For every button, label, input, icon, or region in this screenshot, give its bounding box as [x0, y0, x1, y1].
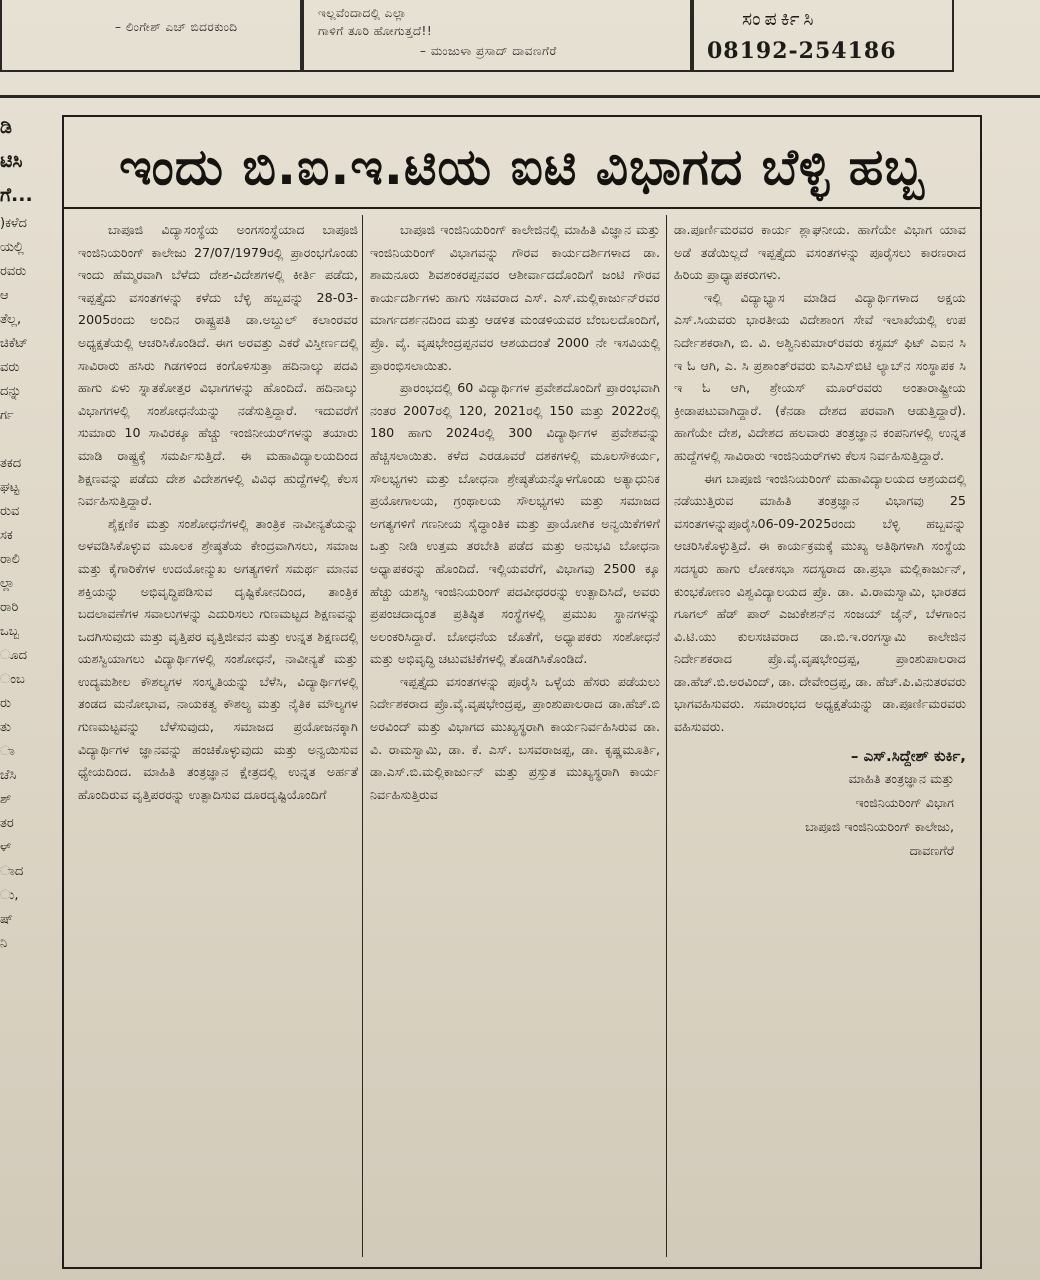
neighbour-fragment: ಂಬ	[0, 672, 25, 687]
left-brief-box	[0, 0, 304, 72]
middle-brief-credit: – ಮಂಜುಳಾ ಪ್ರಸಾದ್ ದಾವಣಗೆರೆ	[420, 44, 557, 58]
article-paragraph: ಪ್ರಾರಂಭದಲ್ಲಿ 60 ವಿದ್ಯಾರ್ಥಿಗಳ ಪ್ರವೇಶದೊಂದಿಗೆ ಪ್ರಾರಂಭವಾಗಿ ನಂತರ 2007ರಲ್ಲಿ 120, 2021ರಲ್ಲಿ 150 ಮತ್ತು 2022ರಲ್ಲಿ 180 ಹಾಗು 2024ರಲ್ಲಿ 300 ವಿದ್ಯಾರ್ಥಿಗಳ ಪ್ರವೇಶವನ್ನು ಹೆಚ್ಚಿಸಲಾಯಿತು. ಕಳೆದ ಎರಡೂವರೆ ದಶಕಗಳಲ್ಲಿ ಮೂಲಸೌಕರ್ಯ, ಸೌಲಭ್ಯಗಳು ಮತ್ತು ಬೋಧನಾ ಶ್ರೇಷ್ಠತೆಯನ್ನೊಳಗೊಂಡು ಅತ್ಯಾಧುನಿಕ ಪ್ರಯೋಗಾಲಯ, ಗ್ರಂಥಾಲಯ ಸೌಲಭ್ಯಗಳು ಮತ್ತು ಸಮಾಜದ ಅಗತ್ಯಗಳಿಗೆ ಗಣನೀಯ ಸೈದ್ಧಾಂತಿಕ ಮತ್ತು ಪ್ರಾಯೋಗಿಕ ಅನ್ವಯಿಕೆಗಳಿಗೆ ಒತ್ತು ನೀಡಿ ಉತ್ತಮ ತರಬೇತಿ ಪಡೆದ ಮತ್ತು ಅನುಭವಿ ಬೋಧನಾ ಅಧ್ಯಾಪಕರನ್ನು ಹೊಂದಿದೆ. ಇಲ್ಲಿಯವರೆಗೆ, ವಿಭಾಗವು 2500 ಕ್ಕೂ ಹೆಚ್ಚು ಯಶಸ್ವಿ ಇಂಜಿನಿಯರಿಂಗ್ ಪದವೀಧರರನ್ನು ಉತ್ಪಾದಿಸಿದೆ, ಅವರು ಪ್ರಪಂಚದಾದ್ಯಂತ ಪ್ರತಿಷ್ಠಿತ ಸಂಸ್ಥೆಗಳಲ್ಲಿ ಪ್ರಮುಖ ಸ್ಥಾನಗಳನ್ನು ಅಲಂಕರಿಸಿದ್ದಾರೆ. ಬೋಧನೆಯ ಜೊತೆಗೆ, ಅಧ್ಯಾಪಕರು ಸಂಶೋಧನೆ ಮತ್ತು ಅಭಿವೃದ್ಧಿ ಚಟುವಟಿಕೆಗಳಲ್ಲಿ ತೊಡಗಿಸಿಕೊಂಡಿದೆ.	[370, 380, 660, 667]
middle-brief-line1: ಇಲ್ಲವೆಂದಾದಲ್ಲಿ ಎಲ್ಲಾ	[318, 6, 407, 20]
neighbour-fragment: ಷ್	[0, 912, 14, 927]
neighbour-fragment: ಘಟ್ಟ	[0, 480, 20, 495]
article-box	[62, 115, 982, 1269]
contact-phone: 08192-254186	[707, 38, 897, 64]
neighbour-fragment: ರ್ಗ	[0, 408, 14, 423]
contact-box	[690, 0, 954, 72]
neighbour-fragment: ರುವ	[0, 504, 20, 519]
neighbour-fragment: ು,	[0, 888, 19, 903]
neighbour-fragment: )ಕಳೆದ	[0, 216, 27, 231]
neighbour-fragment: ರಾಲಿ	[0, 552, 20, 567]
neighbour-fragment: ಡಿ	[0, 116, 12, 138]
neighbour-fragment: ದನ್ನು	[0, 384, 22, 399]
column-divider	[362, 215, 363, 1257]
neighbour-column	[0, 110, 44, 1280]
neighbour-fragment: ಯಲ್ಲಿ	[0, 240, 24, 255]
neighbour-fragment: ತೆಲ್ಲ,	[0, 312, 22, 327]
top-strip	[0, 0, 1040, 98]
article-paragraph: ಇಪ್ಪತ್ತೈದು ವಸಂತಗಳನ್ನು ಪೂರೈಸಿ ಒಳ್ಳೆಯ ಹೆಸರು ಪಡೆಯಲು ನಿರ್ದೇಶಕರಾದ ಪ್ರೊ.ವೈ.ವೃಷಭೇಂದ್ರಪ್ಪ, ಪ್ರಾಂಶುಪಾಲರಾದ ಡಾ.ಹೆಚ್.ಬಿ ಅರವಿಂದ್ ಮತ್ತು ವಿಭಾಗದ ಮುಖ್ಯಸ್ಥರಾಗಿ ಕಾರ್ಯನಿರ್ವಹಿಸಿರುವ ಡಾ. ವಿ. ರಾಮಸ್ವಾಮಿ, ಡಾ. ಕೆ. ಎಸ್. ಬಸವರಾಜಪ್ಪ, ಡಾ. ಕೃಷ್ಣಮೂರ್ತಿ, ಡಾ.ಎಸ್.ಬಿ.ಮಲ್ಲಿಕಾರ್ಜುನ್ ಮತ್ತು ಪ್ರಸ್ತುತ ಮುಖ್ಯಸ್ಥರಾಗಿ ಕಾರ್ಯ ನಿರ್ವಹಿಸುತ್ತಿರುವ	[370, 673, 660, 802]
article-paragraph: ಶೈಕ್ಷಣಿಕ ಮತ್ತು ಸಂಶೋಧನೆಗಳಲ್ಲಿ ತಾಂತ್ರಿಕ ನಾವೀನ್ಯತೆಯನ್ನು ಅಳವಡಿಸಿಕೊಳ್ಳುವ ಮೂಲಕ ಶ್ರೇಷ್ಠತೆಯ ಕೇಂದ್ರವಾಗಿಸಲು, ಸಮಾಜ ಮತ್ತು ಕೈಗಾರಿಕೆಗಳ ಉದಯೋನ್ಮುಖ ಅಗತ್ಯಗಳಿಗೆ ಸಮರ್ಥ ಮಾನವ ಶಕ್ತಿಯನ್ನು ಅಭಿವೃದ್ಧಿಪಡಿಸುವ ದೃಷ್ಟಿಕೋನದಿಂದ, ತಾಂತ್ರಿಕ ಬದಲಾವಣೆಗಳ ಸವಾಲುಗಳನ್ನು ಎದುರಿಸಲು ಗುಣಮಟ್ಟದ ಶಿಕ್ಷಣವನ್ನು ಒದಗಿಸುವುದು ಮತ್ತು ವೃತ್ತಿಪರ ವೃತ್ತಿಜೀವನ ಮತ್ತು ಉನ್ನತ ಶಿಕ್ಷಣದಲ್ಲಿ ಯಶಸ್ವಿಯಾಗಲು ವಿದ್ಯಾರ್ಥಿಗಳಲ್ಲಿ ಸಂಶೋಧನೆ, ನಾವೀನ್ಯತೆ ಮತ್ತು ಉದ್ಯಮಶೀಲ ಕೌಶಲ್ಯಗಳ ಸಂಸ್ಕೃತಿಯನ್ನು ಬೆಳೆಸಿ, ವಿದ್ಯಾರ್ಥಿಗಳಲ್ಲಿ ತಂಡದ ಮನೋಭಾವ, ನಾಯಕತ್ವ ಕೌಶಲ್ಯ ಮತ್ತು ನೈತಿಕ ಮೌಲ್ಯಗಳ ಗುಣಮಟ್ಟವನ್ನು ಬೆಳೆಸುವುದು, ಸಮಾಜದ ಪ್ರಯೋಜನಕ್ಕಾಗಿ ವಿದ್ಯಾರ್ಥಿಗಳ ಜ್ಞಾನವನ್ನು ಹಂಚಿಕೊಳ್ಳುವುದು ಮತ್ತು ಅನ್ವಯಿಸುವ ಧ್ಯೇಯದಿಂದ. ಮಾಹಿತಿ ತಂತ್ರಜ್ಞಾನ ಕ್ಷೇತ್ರದಲ್ಲಿ ಉನ್ನತ ಅರ್ಹತೆ ಹೊಂದಿರುವ ವೃತ್ತಿಪರರನ್ನು ಉತ್ಪಾದಿಸುವ ದೂರದೃಷ್ಟಿಯೊಂದಿಗೆ	[78, 515, 358, 802]
column-divider	[666, 215, 667, 1257]
neighbour-fragment: ಳ್	[0, 840, 12, 855]
neighbour-fragment: ಚಿಕೆಟ್	[0, 336, 28, 351]
neighbour-fragment: ಾ	[0, 744, 15, 759]
article-headline: ಇಂದು ಬಿ.ಐ.ಇ.ಟಿಯ ಐಟಿ ವಿಭಾಗದ ಬೆಳ್ಳಿ ಹಬ್ಬ	[64, 127, 980, 209]
neighbour-fragment: ರಾರಿ	[0, 600, 19, 615]
neighbour-fragment: ತು	[0, 720, 12, 735]
neighbour-fragment: ಶ್	[0, 792, 12, 807]
article-column-1	[78, 219, 358, 1257]
neighbour-fragment: ತರ	[0, 816, 14, 831]
neighbour-fragment: ಆ	[0, 288, 9, 303]
neighbour-fragment: ಟಿಸಿ	[0, 150, 23, 172]
neighbour-fragment	[0, 428, 44, 452]
contact-label: ಸಂಪರ್ಕಿಸಿ	[742, 8, 818, 30]
neighbour-fragment: ೂದ	[0, 648, 27, 663]
neighbour-fragment: ಾದ	[0, 864, 24, 879]
neighbour-fragment: ತಕದ	[0, 456, 22, 471]
article-column-2	[370, 219, 660, 1257]
neighbour-fragment: ಚೆಸಿ	[0, 768, 17, 783]
author-affiliation-line: ದಾವಣಗೆರೆ	[909, 843, 954, 859]
author-affiliation-line: ಬಾಪೂಜಿ ಇಂಜಿನಿಯರಿಂಗ್ ಕಾಲೇಜು,	[805, 819, 954, 835]
neighbour-fragment: ವರು	[0, 360, 20, 375]
neighbour-fragment: ಲ್ಲಾ	[0, 576, 15, 591]
author-byline: – ಎಸ್.ಸಿದ್ದೇಶ್ ಕುರ್ಕಿ,	[850, 746, 966, 765]
article-paragraph: ಇಲ್ಲಿ ವಿದ್ಯಾಭ್ಯಾಸ ಮಾಡಿದ ವಿದ್ಯಾರ್ಥಿಗಳಾದ ಅಕ್ಷಯ ಎಸ್.ಸಿಯವರು ಭಾರತೀಯ ವಿದೇಶಾಂಗ ಸೇವೆ ಇಲಾಖೆಯಲ್ಲಿ ಉಪ ನಿರ್ದೇಶಕರಾಗಿ, ಬಿ. ವಿ. ಅಶ್ವಿನಿಕುಮಾರ್‌ರವರು ಕಸ್ಟಮ್ ಫಿಟ್ ಎಐನ ಸಿ ಇ ಓ ಆಗಿ, ಎ. ಸಿ ಪ್ರಶಾಂತ್‌ರವರು ಐಸಿಎಸ್‌ಬಿಟಿ ಲ್ಯಾಬ್‌ನ ಸಂಸ್ಥಾಪಕ ಸಿ ಇ ಓ ಆಗಿ, ಶ್ರೇಯಸ್ ಮೂರ್‌ರವರು ಅಂತಾರಾಷ್ಟ್ರೀಯ ಕ್ರೀಡಾಪಟುವಾಗಿದ್ದಾರೆ. (ಕೆನಡಾ ದೇಶದ ಪರವಾಗಿ ಆಡುತ್ತಿದ್ದಾರೆ). ಹಾಗೆಯೇ ದೇಶ, ವಿದೇಶದ ಹಲವಾರು ತಂತ್ರಜ್ಞಾನ ಕಂಪನಿಗಳಲ್ಲಿ ಉನ್ನತ ಹುದ್ದೆಗಳಲ್ಲಿ ಸಾವಿರಾರು ಇಂಜಿನಿಯರ್‌ಗಳು ಕೆಲಸ ನಿರ್ವಹಿಸುತ್ತಿದ್ದಾರೆ.	[674, 289, 966, 463]
neighbour-fragment: ನಿ	[0, 936, 8, 951]
article-paragraph: ಡಾ.ಪೂರ್ಣಿಮರವರ ಕಾರ್ಯ ಶ್ಲಾಘನೀಯ. ಹಾಗೆಯೇ ವಿಭಾಗ ಯಾವ ಅಡೆ ತಡೆಯಿಲ್ಲದೆ ಇಪ್ಪತ್ತೈದು ವಸಂತಗಳನ್ನು ಪೂರೈಸಲು ಕಾರಣರಾದ ಹಿರಿಯ ಪ್ರಾಧ್ಯಾಪಕರುಗಳು.	[674, 222, 966, 283]
article-paragraph: ಈಗ ಬಾಪೂಜಿ ಇಂಜಿನಿಯರಿಂಗ್ ಮಹಾವಿದ್ಯಾಲಯದ ಆಶ್ರಯದಲ್ಲಿ ನಡೆಯುತ್ತಿರುವ ಮಾಹಿತಿ ತಂತ್ರಜ್ಞಾನ ವಿಭಾಗವು 25 ವಸಂತಗಳನ್ನುಪೂರೈಸಿ06-09-2025ರಂದು ಬೆಳ್ಳಿ ಹಬ್ಬವನ್ನು ಆಚರಿಸಿಕೊಳ್ಳುತ್ತಿದೆ. ಈ ಕಾರ್ಯಕ್ರಮಕ್ಕೆ ಮುಖ್ಯ ಅತಿಥಿಗಳಾಗಿ ಸಂಸ್ಥೆಯ ಸದಸ್ಯರು ಹಾಗು ಲೋಕಸಭಾ ಸದಸ್ಯರಾದ ಡಾ.ಪ್ರಭಾ ಮಲ್ಲಿಕಾರ್ಜುನ್, ಕುಂಭಕೋಣಂ ವಿಶ್ವವಿದ್ಯಾಲಯದ ಪ್ರೊ. ಡಾ. ವಿ.ರಾಮಸ್ವಾಮಿ, ಭಾರತದ ಗೂಗಲ್ ಹೆಡ್ ಪಾರ್ ಎಜುಕೇಶನ್‌ನ ಸಂಜಯ್ ಜೈನ್, ಬೆಳಗಾಂನ ವಿ.ಟಿ.ಯು ಕುಲಸಚಿವರಾದ ಡಾ.ಬಿ.ಇ.ರಂಗಸ್ವಾಮಿ ಕಾಲೇಜಿನ ನಿರ್ದೇಶಕರಾದ ಪ್ರೊ.ವೈ.ವೃಷಭೇಂದ್ರಪ್ಪ, ಪ್ರಾಂಶುಪಾಲರಾದ ಡಾ.ಹೆಚ್.ಬಿ.ಅರವಿಂದ್, ಡಾ. ದೇವೇಂದ್ರಪ್ಪ, ಡಾ. ಹೆಚ್.ಪಿ.ವಿನುತರವರು ಭಾಗವಹಿಸುವರು. ಸಮಾರಂಭದ ಅಧ್ಯಕ್ಷತೆಯನ್ನು ಡಾ.ಪೂರ್ಣಿಮರವರು ವಹಿಸುವರು.	[674, 470, 966, 735]
article-paragraph: ಬಾಪೂಜಿ ಇಂಜಿನಿಯರಿಂಗ್ ಕಾಲೇಜಿನಲ್ಲಿ ಮಾಹಿತಿ ವಿಜ್ಞಾನ ಮತ್ತು ಇಂಜಿನಿಯರಿಂಗ್ ವಿಭಾಗವನ್ನು ಗೌರವ ಕಾರ್ಯದರ್ಶಿಗಳಾದ ಡಾ. ಶಾಮನೂರು ಶಿವಶಂಕರಪ್ಪನವರ ಆಶೀರ್ವಾದದೊಂದಿಗೆ ಜಂಟಿ ಗೌರವ ಕಾರ್ಯದರ್ಶಿಗಳು ಹಾಗು ಸಚಿವರಾದ ಎಸ್. ಎಸ್.ಮಲ್ಲಿಕಾರ್ಜುನ್‌ರವರ ಮಾರ್ಗದರ್ಶನದಿಂದ ಮತ್ತು ಆಡಳಿತ ಮಂಡಳಿಯವರ ಬೆಂಬಲದೊಂದಿಗೆ, ಪ್ರೊ. ವೈ. ವೃಷಭೇಂದ್ರಪ್ಪನವರ ಆಶಯದಂತೆ 2000 ನೇ ಇಸವಿಯಲ್ಲಿ ಪ್ರಾರಂಭಿಸಲಾಯಿತು.	[370, 222, 660, 373]
author-affiliation-line: ಇಂಜಿನಿಯರಿಂಗ್ ವಿಭಾಗ	[855, 795, 954, 811]
neighbour-fragment: ಸಕ	[0, 528, 13, 543]
article-column-3	[674, 219, 966, 1257]
neighbour-fragment: ರು	[0, 696, 12, 711]
neighbour-fragment: ಗೆ...	[0, 184, 33, 206]
neighbour-fragment: ರವರು	[0, 264, 27, 279]
article-paragraph: ಬಾಪೂಜಿ ವಿದ್ಯಾಸಂಸ್ಥೆಯ ಅಂಗಸಂಸ್ಥೆಯಾದ ಬಾಪೂಜಿ ಇಂಜಿನಿಯರಿಂಗ್ ಕಾಲೇಜು 27/07/1979ರಲ್ಲಿ ಪ್ರಾರಂಭಗೊಂಡು ಇಂದು ಹೆಮ್ಮರವಾಗಿ ಬೆಳೆದು ದೇಶ-ವಿದೇಶಗಳಲ್ಲಿ ಕೀರ್ತಿ ಪಡೆದು, ಇಪ್ಪತ್ತೈದು ವಸಂತಗಳನ್ನು ಕಳೆದು ಬೆಳ್ಳಿ ಹಬ್ಬವನ್ನು 28-03-2005ರಂದು ಅಂದಿನ ರಾಷ್ಟ್ರಪತಿ ಡಾ.ಅಬ್ದುಲ್ ಕಲಾಂರವರ ಅಧ್ಯಕ್ಷತೆಯಲ್ಲಿ ಆಚರಿಸಿಕೊಂಡಿದೆ. ಈಗ ಅರವತ್ತು ಎಕರೆ ವಿಸ್ತೀರ್ಣದಲ್ಲಿ ಸಾವಿರಾರು ಹಸಿರು ಗಿಡಗಳಿಂದ ಕಂಗೊಳಿಸುತ್ತಾ ಹದಿನಾಲ್ಕು ಪದವಿ ಹಾಗು ಏಳು ಸ್ನಾತಕೋತ್ತರ ವಿಭಾಗಗಳನ್ನು ಹೊಂದಿದೆ. ಹದಿನಾಲ್ಕು ವಿಭಾಗಗಳಲ್ಲಿ ಸಂಶೋಧನೆಯನ್ನು ನಡೆಸುತ್ತಿದ್ದಾರೆ. ಇದುವರೆಗೆ ಸುಮಾರು 10 ಸಾವಿರಕ್ಕೂ ಹೆಚ್ಚು ಇಂಜಿನೀಯರ್‌ಗಳನ್ನು ತಯಾರು ಮಾಡಿ ರಾಷ್ಟ್ರಕ್ಕೆ ಸಮರ್ಪಿಸುತ್ತಿದೆ. ಈ ಮಹಾವಿದ್ಯಾಲಯದಿಂದ ಶಿಕ್ಷಣವನ್ನು ಪಡೆದು ದೇಶ ವಿದೇಶಗಳಲ್ಲಿ ವಿವಿಧ ಹುದ್ದೆಗಳಲ್ಲಿ ಕೆಲಸ ನಿರ್ವಹಿಸುತ್ತಿದ್ದಾರೆ.	[78, 222, 358, 509]
left-brief-credit: – ಲಿಂಗೇಶ್ ಎಚ್ ಬಿದರಕುಂದಿ	[115, 20, 238, 34]
middle-brief-line2: ಗಾಳಿಗೆ ತೂರಿ ಹೋಗುತ್ತದೆ!!	[318, 24, 433, 38]
neighbour-fragment: ಒಬ್ಬ	[0, 624, 20, 639]
author-affiliation-line: ಮಾಹಿತಿ ತಂತ್ರಜ್ಞಾನ ಮತ್ತು	[848, 771, 954, 787]
